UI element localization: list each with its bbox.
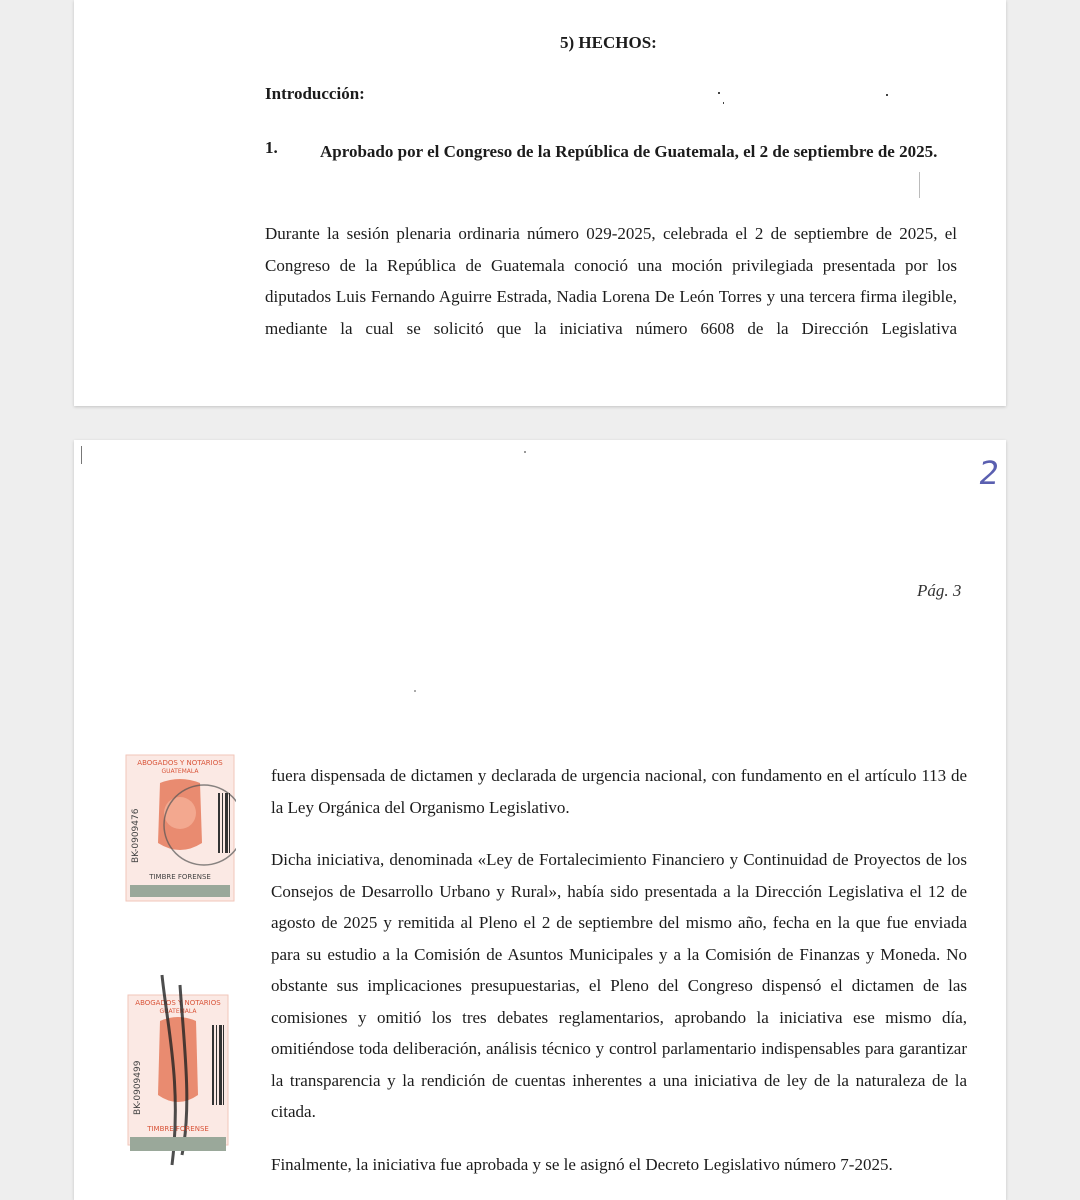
paragraph: fuera dispensada de dictamen y declarada de urgencia nacional, con fundamento en el artículo 113 de la Ley Orgánica del Organismo Legislativo. xyxy=(271,766,967,817)
stamp-sub: GUATEMALA xyxy=(159,1008,197,1015)
stamp-header: ABOGADOS Y NOTARIOS xyxy=(137,759,223,767)
item-title-text: Aprobado por el Congreso de la República de Guatemala, el 2 de septiembre de 2025. xyxy=(320,142,938,161)
forensic-stamp xyxy=(124,753,236,903)
stamp-footer: TIMBRE FORENSE xyxy=(149,873,211,881)
page-number: Pág. 3 xyxy=(917,581,962,600)
scan-mark xyxy=(81,446,82,464)
stamp-serial: BK-0909499 xyxy=(133,1060,143,1115)
scan-speck xyxy=(718,92,720,94)
document-page-2 xyxy=(74,440,1006,1200)
item-number: 1. xyxy=(265,138,278,157)
scan-speck xyxy=(524,451,526,453)
stamp-footer: TIMBRE FORENSE xyxy=(147,1125,209,1133)
paragraph: Durante la sesión plenaria ordinaria número 029-2025, celebrada el 2 de septiembre de 2025, el Congreso de la República de Guatemala conoció una moción privilegiada presentada por los diputados Luis Fernando Aguirre Estrada, Nadia Lorena De León Torres y una tercera firma ilegible, mediante la cual se solicitó que la iniciativa número 6608 de la Dirección Legislativa xyxy=(265,224,957,338)
document-page-1 xyxy=(74,0,1006,406)
intro-heading: Introducción: xyxy=(265,84,365,103)
item-title xyxy=(265,136,957,167)
stamp-header: ABOGADOS Y NOTARIOS xyxy=(135,999,221,1007)
stamp-sub: GUATEMALA xyxy=(161,768,199,775)
section-heading: 5) HECHOS: xyxy=(560,33,657,52)
handwritten-page-marker: 2 xyxy=(976,454,1003,492)
scan-speck xyxy=(919,172,920,198)
stamp-image xyxy=(122,965,234,1175)
scan-speck xyxy=(414,690,416,692)
stamp-image xyxy=(124,753,236,903)
scan-speck xyxy=(723,102,724,104)
paragraph: Dicha iniciativa, denominada «Ley de Fortalecimiento Financiero y Continuidad de Proyectos de los Consejos de Desarrollo Urbano y Rural», había sido presentada a la Dirección Legislativa el 12 de agosto de 2025 y remitida al Pleno el 2 de septiembre del mismo año, fecha en la que fue enviada para su estudio a la Comisión de Asuntos Municipales y a la Comisión de Finanzas y Moneda. No obstante sus implicaciones presupuestarias, el Pleno del Congreso dispensó el dictamen de las comisiones y omitió los tres debates reglamentarios, aprobando la iniciativa ese mismo día, omitiéndose toda deliberación, análisis técnico y control parlamentario indispensables para garantizar la transparencia y la rendición de cuentas inherentes a una iniciativa de ley de la naturaleza de la citada. xyxy=(271,850,967,1121)
forensic-stamp xyxy=(122,965,234,1175)
scan-speck xyxy=(886,94,888,96)
paragraph: Finalmente, la iniciativa fue aprobada y se le asignó el Decreto Legislativo número 7-2025. xyxy=(271,1155,893,1174)
stamp-serial: BK-0909476 xyxy=(131,808,141,863)
